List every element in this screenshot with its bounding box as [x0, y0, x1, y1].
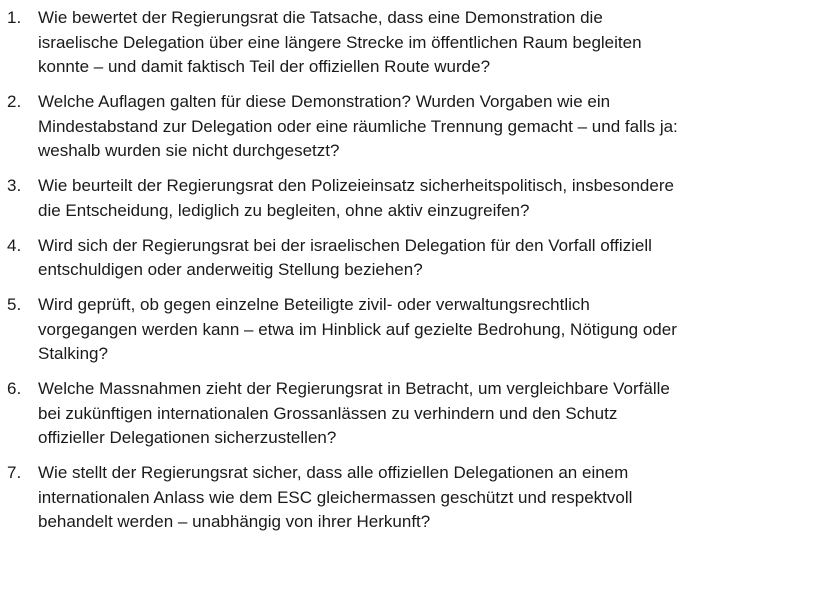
text-line: Wie bewertet der Regierungsrat die Tatsache, dass eine Demonstration die	[38, 8, 603, 27]
list-item	[0, 174, 823, 223]
list-item	[0, 293, 823, 367]
text-line: weshalb wurden sie nicht durchgesetzt?	[38, 141, 340, 160]
list-item-text	[38, 234, 823, 283]
list-item-number: 3.	[7, 176, 22, 195]
text-line: konnte – und damit faktisch Teil der offiziellen Route wurde?	[38, 57, 491, 76]
text-line: offizieller Delegationen sicherzustellen?	[38, 428, 337, 447]
text-line: die Entscheidung, lediglich zu begleiten, ohne aktiv einzugreifen?	[38, 200, 530, 220]
text-line: Stalking?	[38, 344, 108, 363]
list-item-text	[38, 174, 823, 223]
list-item-number: 7.	[7, 463, 22, 482]
list-item-text	[38, 90, 823, 164]
list-item-number: 6.	[7, 379, 22, 398]
list-item	[0, 6, 823, 80]
text-line: israelische Delegation über eine längere Strecke im öffentlichen Raum begleiten	[38, 32, 642, 52]
text-line: Wie beurteilt der Regierungsrat den Polizeieinsatz sicherheitspolitisch, insbesondere	[38, 176, 674, 195]
list-item	[0, 234, 823, 283]
list-item	[0, 461, 823, 535]
text-line: Wie stellt der Regierungsrat sicher, dass alle offiziellen Delegationen an einem	[38, 463, 629, 482]
list-item-number: 5.	[7, 295, 22, 314]
list-item-number: 1.	[7, 8, 22, 27]
list-item	[0, 90, 823, 164]
list-item	[0, 377, 823, 451]
list-item-text	[38, 6, 823, 80]
text-line: entschuldigen oder anderweitig Stellung beziehen?	[38, 260, 423, 279]
text-line: Wird sich der Regierungsrat bei der israelischen Delegation für den Vorfall offiziell	[38, 235, 652, 255]
text-line: internationalen Anlass wie dem ESC gleichermassen geschützt und respektvoll	[38, 487, 633, 507]
list-item-text	[38, 461, 823, 535]
list-item-text	[38, 377, 823, 451]
list-item-number: 4.	[7, 235, 22, 255]
text-line: Mindestabstand zur Delegation oder eine räumliche Trennung gemacht – und falls ja:	[38, 116, 678, 136]
text-line: Welche Massnahmen zieht der Regierungsrat in Betracht, um vergleichbare Vorfälle	[38, 379, 670, 398]
text-line: vorgegangen werden kann – etwa im Hinblick auf gezielte Bedrohung, Nötigung oder	[38, 319, 677, 339]
text-line: Wird geprüft, ob gegen einzelne Beteiligte zivil- oder verwaltungsrechtlich	[38, 295, 590, 314]
text-line: behandelt werden – unabhängig von ihrer Herkunft?	[38, 512, 431, 531]
list-item-text	[38, 293, 823, 367]
text-line: Welche Auflagen galten für diese Demonstration? Wurden Vorgaben wie ein	[38, 92, 611, 111]
question-list	[0, 6, 823, 545]
text-line: bei zukünftigen internationalen Grossanlässen zu verhindern und den Schutz	[38, 403, 618, 423]
list-item-number: 2.	[7, 92, 22, 111]
